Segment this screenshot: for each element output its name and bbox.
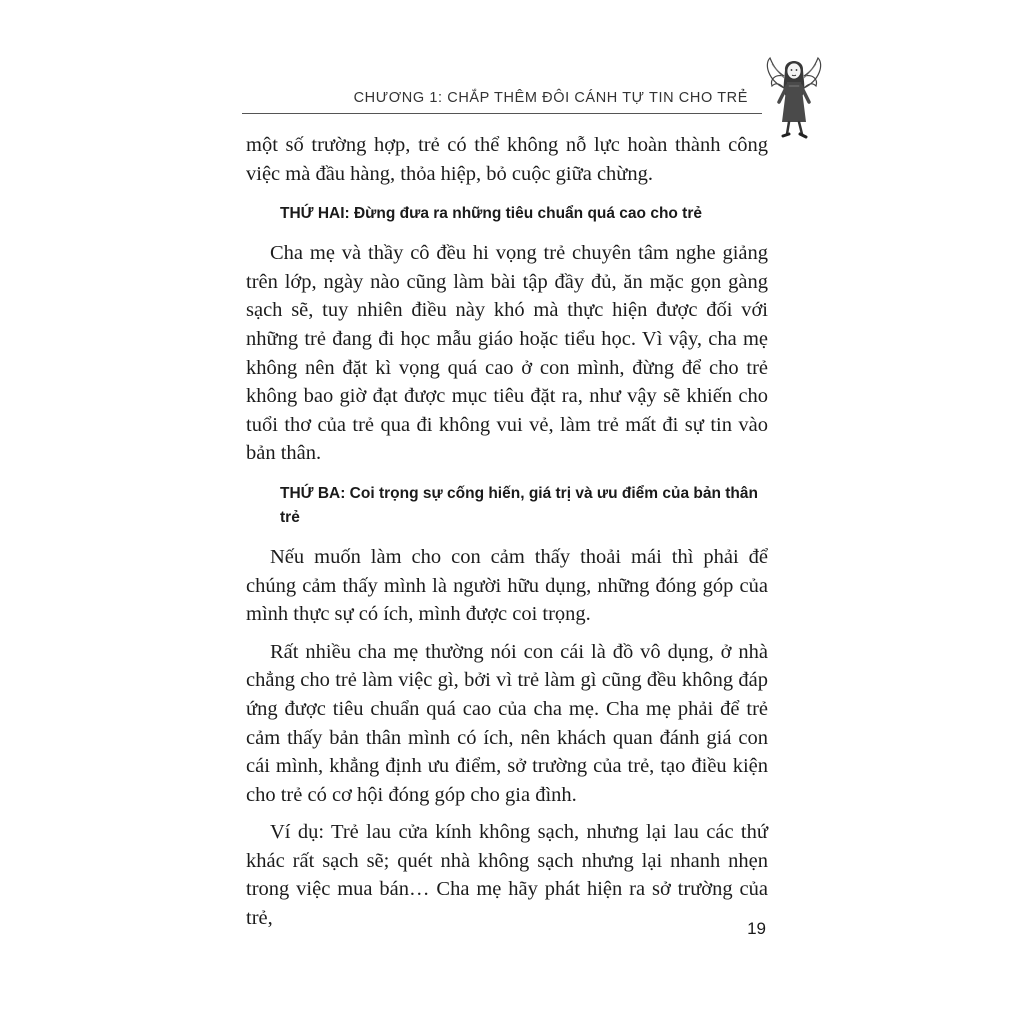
left-wing bbox=[767, 58, 784, 88]
paragraph: Cha mẹ và thầy cô đều hi vọng trẻ chuyên tâm nghe giảng trên lớp, ngày nào cũng làm bài tập đầy đủ, ăn mặc gọn gàng sạch sẽ, tuy nhiên điều này khó mà thực hiện được đối với những trẻ đang đi học mẫu giáo hoặc tiểu học. Vì vậy, cha mẹ không nên đặt kì vọng quá cao ở con mình, đừng để cho trẻ không bao giờ đạt được mục tiêu đặt ra, như vậy sẽ khiến cho tuổi thơ của trẻ qua đi không vui vẻ, làm trẻ mất đi sự tin vào bản thân. bbox=[246, 242, 768, 465]
paragraph: Nếu muốn làm cho con cảm thấy thoải mái thì phải để chúng cảm thấy mình là người hữu dụng, những đóng góp của mình thực sự có ích, mình được coi trọng. bbox=[246, 545, 768, 626]
right-wing bbox=[804, 58, 821, 88]
section-heading: THỨ BA: Coi trọng sự cống hiến, giá trị và ưu điểm của bản thân trẻ bbox=[280, 484, 758, 526]
paragraph: Ví dụ: Trẻ lau cửa kính không sạch, nhưng lại lau các thứ khác rất sạch sẽ; quét nhà không sạch nhưng lại nhanh nhẹn trong việc mua bán… Cha mẹ hãy phát hiện ra sở trường của trẻ, bbox=[246, 821, 768, 930]
running-header bbox=[242, 88, 762, 114]
face bbox=[787, 63, 801, 79]
paragraph: Rất nhiều cha mẹ thường nói con cái là đồ vô dụng, ở nhà chẳng cho trẻ làm việc gì, bởi vì trẻ làm gì cũng đều không đáp ứng được tiêu chuẩn quá cao của cha mẹ. Cha mẹ phải để trẻ cảm thấy bản thân mình có ích, nên khách quan đánh giá con cái mình, khẳng định ưu điểm, sở trường của trẻ, tạo điều kiện cho trẻ có cơ hội đóng góp cho gia đình. bbox=[246, 640, 768, 806]
header-rule bbox=[242, 113, 762, 114]
chapter-title: CHƯƠNG 1: CHẮP THÊM ĐÔI CÁNH TỰ TIN CHO TRẺ bbox=[353, 90, 748, 106]
angel-girl-icon bbox=[762, 50, 826, 145]
page-body bbox=[246, 131, 768, 942]
page-number: 19 bbox=[747, 919, 766, 938]
paragraph: một số trường hợp, trẻ có thể không nỗ lực hoàn thành công việc mà đầu hàng, thỏa hiệp, bỏ cuộc giữa chừng. bbox=[246, 134, 768, 185]
section-heading: THỨ HAI: Đừng đưa ra những tiêu chuẩn quá cao cho trẻ bbox=[280, 205, 702, 223]
